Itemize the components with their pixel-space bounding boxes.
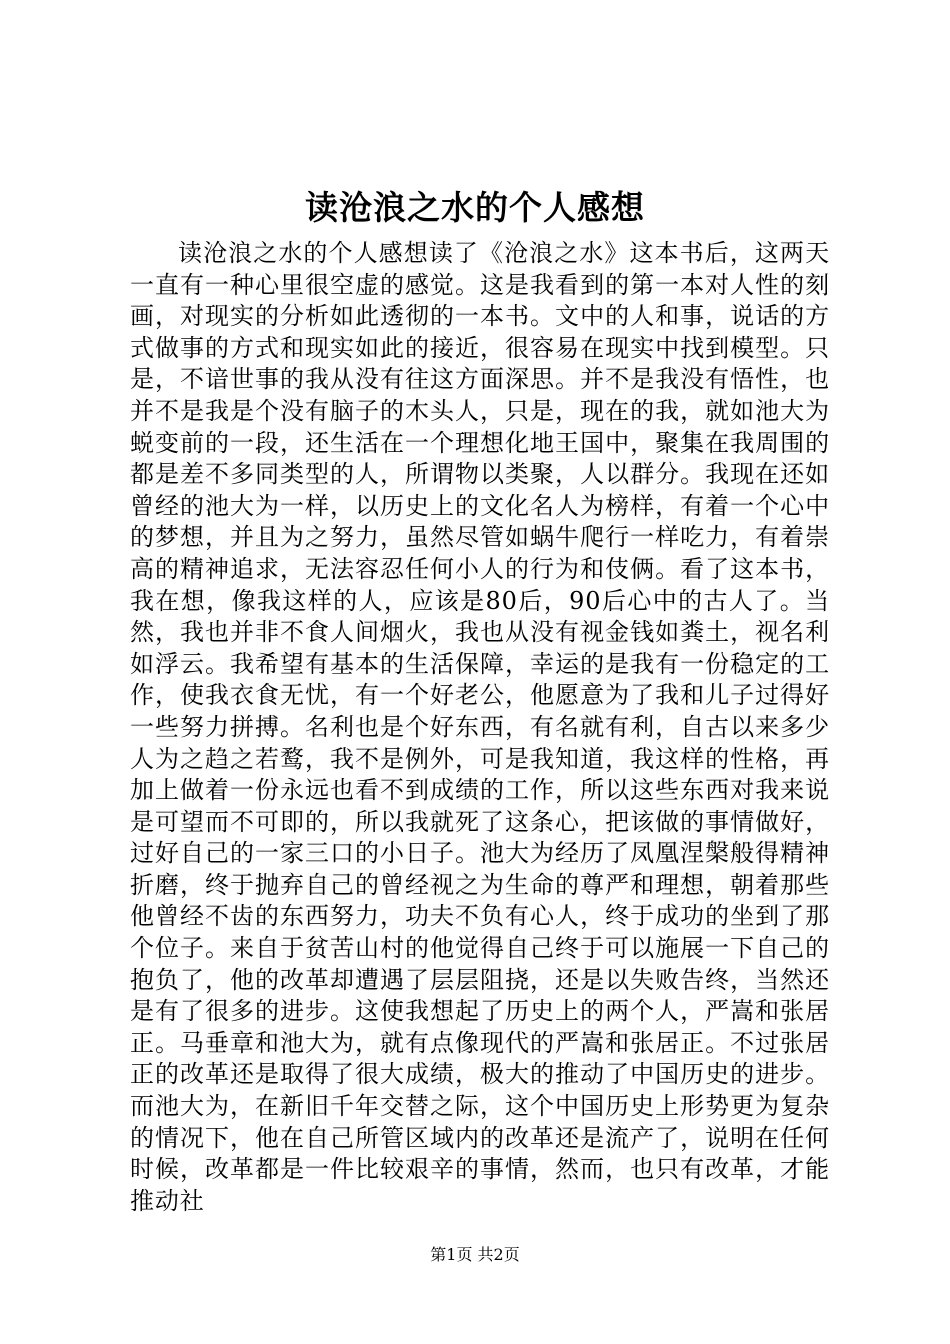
- page-footer: 第1页 共2页: [430, 1245, 520, 1264]
- document-title: 读沧浪之水的个人感想: [305, 188, 645, 227]
- body-paragraph: 读沧浪之水的个人感想读了《沧浪之水》这本书后，这两天一直有一种心里很空虚的感觉。这是我看到的第一本对人性的刻画，对现实的分析如此透彻的一本书。文中的人和事，说话的方式做事的方式和现实如此的接近，很容易在现实中找到模型。只是，不谙世事的我从没有往这方面深思。并不是我没有悟性，也并不是我是个没有脑子的木头人，只是，现在的我，就如池大为蜕变前的一段，还生活在一个理想化地王国中，聚集在我周围的都是差不多同类型的人，所谓物以类聚，人以群分。我现在还如曾经的池大为一样，以历史上的文化名人为榜样，有着一个心中的梦想，并且为之努力，虽然尽管如蜗牛爬行一样吃力，有着崇高的精神追求，无法容忍任何小人的行为和伎俩。看了这本书，我在想，像我这样的人，应该是80后，90后心中的古人了。当然，我也并非不食人间烟火，我也从没有视金钱如粪土，视名利如浮云。我希望有基本的生活保障，幸运的是我有一份稳定的工作，使我衣食无忧，有一个好老公，他愿意为了我和儿子过得好一些努力拼搏。名利也是个好东西，有名就有利，自古以来多少人为之趋之若鹜，我不是例外，可是我知道，我这样的性格，再加上做着一份永远也看不到成绩的工作，所以这些东西对我来说是可望而不可即的，所以我就死了这条心，把该做的事情做好，过好自己的一家三口的小日子。池大为经历了凤凰涅槃般得精神折磨，终于抛弃自己的曾经视之为生命的尊严和理想，朝着那些他曾经不齿的东西努力，功夫不负有心人，终于成功的坐到了那个位子。来自于贫苦山村的他觉得自己终于可以施展一下自己的抱负了，他的改革却遭遇了层层阻挠，还是以失败告终，当然还是有了很多的进步。这使我想起了历史上的两个人，严嵩和张居正。马垂章和池大为，就有点像现代的严嵩和张居正。不过张居正的改革还是取得了很大成绩，极大的推动了中国历史的进步。而池大为，在新旧千年交替之际，这个中国历史上形势更为复杂的情况下，他在自己所管区域内的改革还是流产了，说明在任何时候，改革都是一件比较艰辛的事情，然而，也只有改革，才能推动社: [130, 239, 830, 1215]
